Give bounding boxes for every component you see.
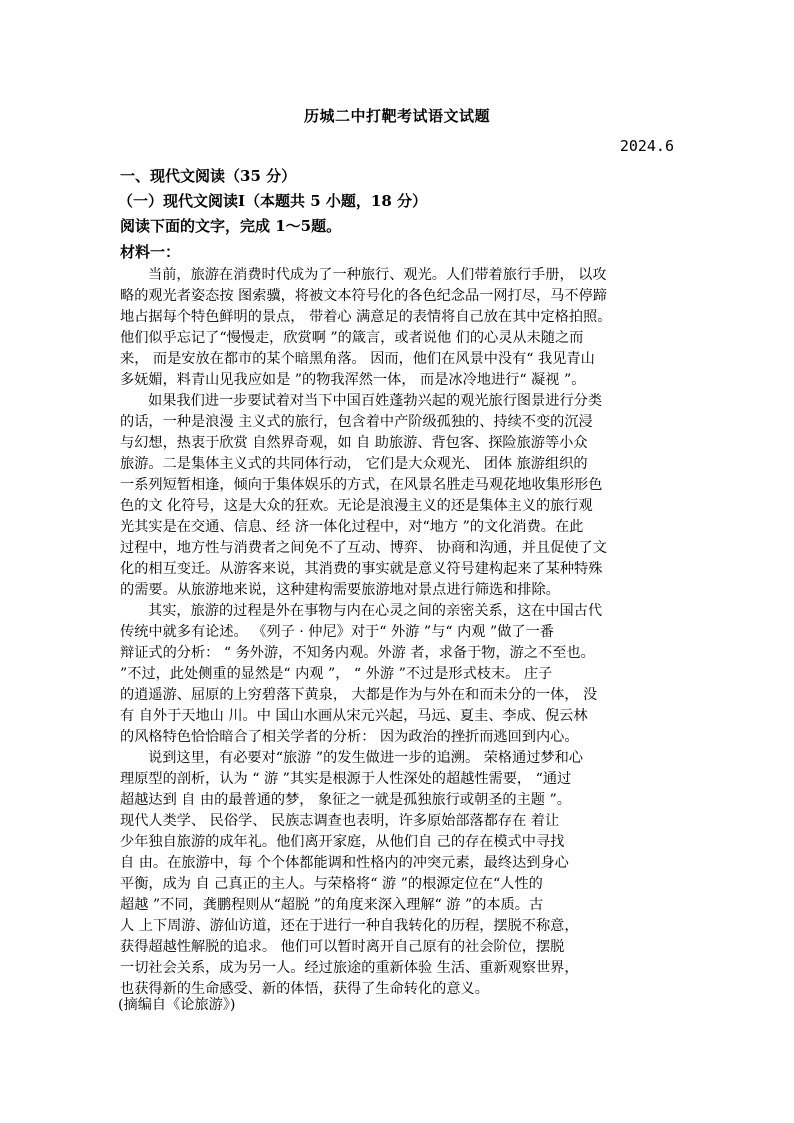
material-label: 材料一： — [120, 243, 181, 261]
text-line: 一系列短暂相逢，倾向于集体娱乐的方式，在风景名胜走马观花地收集形形色 — [120, 477, 603, 493]
text-line: 传统中就多有论述。 《列子 · 仲尼》对于“ 外游 ”与“ 内观 ”做了一番 — [120, 624, 554, 640]
text-line: 有 自外于天地山 川。中 国山水画从宋元兴起，马远、夏圭、李成、倪云林 — [120, 708, 588, 724]
exam-date: 2024.6 — [619, 137, 674, 155]
text-line: 当前，旅游在消费时代成为了一种旅行、观光。人们带着旅行手册， 以攻 — [148, 267, 607, 283]
text-line: 的逍遥游、屈原的上穷碧落下黄泉， 大都是作为与外在和而未分的一体， 没 — [120, 687, 598, 703]
text-line: 也获得新的生命感受、新的体悟，获得了生命转化的意义。 — [120, 981, 489, 997]
text-line: 说到这里，有必要对“旅游 ”的发生做进一步的追溯。 荣格通过梦和心 — [148, 750, 583, 766]
text-line: 多妩媚，料青山见我应如是 ”的物我浑然一体， 而是冰冷地进行“ 凝视 ”。 — [120, 372, 586, 388]
section-heading: 一、现代文阅读（35 分） — [120, 167, 297, 185]
text-line: 过程中，地方性与消费者之间免不了互动、博弈、 协商和沟通，并且促使了文 — [120, 540, 607, 556]
text-line: 如果我们进一步要试着对当下中国百姓蓬勃兴起的观光旅行图景进行分类 — [148, 393, 603, 409]
text-line: 人 上下周游、游仙访道，还在于进行一种自我转化的历程，摆脱不称意， — [120, 918, 579, 934]
text-line: 辩证式的分析： “ 务外游，不知务内观。外游 者，求备于物，游之不至也。 — [120, 645, 595, 661]
article-body — [120, 265, 680, 1000]
source-citation: (摘编自《论旅游》) — [118, 997, 236, 1013]
text-line: 光其实是在交通、信息、经 济一体化过程中，对“地方 ”的文化消费。在此 — [120, 519, 584, 535]
reading-instruction: 阅读下面的文字，完成 1～5题。 — [120, 217, 342, 235]
text-line: 平衡，成为 自 己真正的主人。与荣格将“ 游 ”的根源定位在“人性的 — [120, 876, 543, 892]
text-line: 来， 而是安放在都市的某个暗黑角落。 因而，他们在风景中没有“ 我见青山 — [120, 351, 595, 367]
text-line: 旅游。二是集体主义式的共同体行动， 它们是大众观光、 团体 旅游组织的 — [120, 456, 588, 472]
text-line: 获得超越性解脱的追求。 他们可以暂时离开自己原有的社会阶位，摆脱 — [120, 939, 565, 955]
text-line: 超越 ”不同，龚鹏程则从“超脱 ”的角度来深入理解“ 游 ”的本质。古 — [120, 897, 544, 913]
text-line: 其实，旅游的过程是外在事物与内在心灵之间的亲密关系，这在中国古代 — [148, 603, 603, 619]
text-line: 的话，一种是浪漫 主义式的旅行，包含着中产阶级孤独的、持续不变的沉浸 — [120, 414, 593, 430]
text-line: 的风格特色恰恰暗合了相关学者的分析： 因为政治的挫折而逃回到内心。 — [120, 729, 579, 745]
text-line: 与幻想，热衷于欣赏 自然界奇观，如 自 助旅游、背包客、探险旅游等小众 — [120, 435, 588, 451]
text-line: 现代人类学、 民俗学、 民族志调查也表明，许多原始部落都存在 着让 — [120, 813, 560, 829]
text-line: 地占据每个特色鲜明的景点， 带着心 满意足的表情将自己放在其中定格拍照。 — [120, 309, 612, 325]
exam-title: 历城二中打靶考试语文试题 — [303, 107, 490, 125]
text-line: 一切社会关系，成为另一人。经过旅途的重新体验 生活、重新观察世界， — [120, 960, 579, 976]
text-line: 自 由。在旅游中，每 个个体都能调和性格内的冲突元素，最终达到身心 — [120, 855, 569, 871]
text-line: 化的相互变迁。从游客来说，其消费的事实就是意义符号建构起来了某种特殊 — [120, 561, 603, 577]
text-line: 少年独自旅游的成年礼。他们离开家庭，从他们自 己的存在模式中寻找 — [120, 834, 565, 850]
text-line: 理原型的剖析，认为 “ 游 ”其实是根源于人性深处的超越性需要， “通过 — [120, 771, 572, 787]
text-line: 的需要。从旅游地来说，这种建构需要旅游地对景点进行筛选和排除。 — [120, 582, 560, 598]
text-line: ”不过，此处侧重的显然是“ 内观 ”， “ 外游 ”不过是形式枝末。 庄子 — [120, 666, 553, 682]
text-line: 略的观光者姿态按 图索骥，将被文本符号化的各色纪念品一网打尽，马不停蹄 — [120, 288, 607, 304]
text-line: 超越达到 自 由的最普通的梦， 象征之一就是孤独旅行或朝圣的主题 ”。 — [120, 792, 571, 808]
text-line: 他们似乎忘记了“慢慢走，欣赏啊 ”的箴言，或者说他 们的心灵从未随之而 — [120, 330, 584, 346]
text-line: 色的文 化符号，这是大众的狂欢。无论是浪漫主义的还是集体主义的旅行观 — [120, 498, 593, 514]
subsection-heading: （一）现代文阅读Ⅰ（本题共 5 小题，18 分） — [118, 192, 427, 210]
